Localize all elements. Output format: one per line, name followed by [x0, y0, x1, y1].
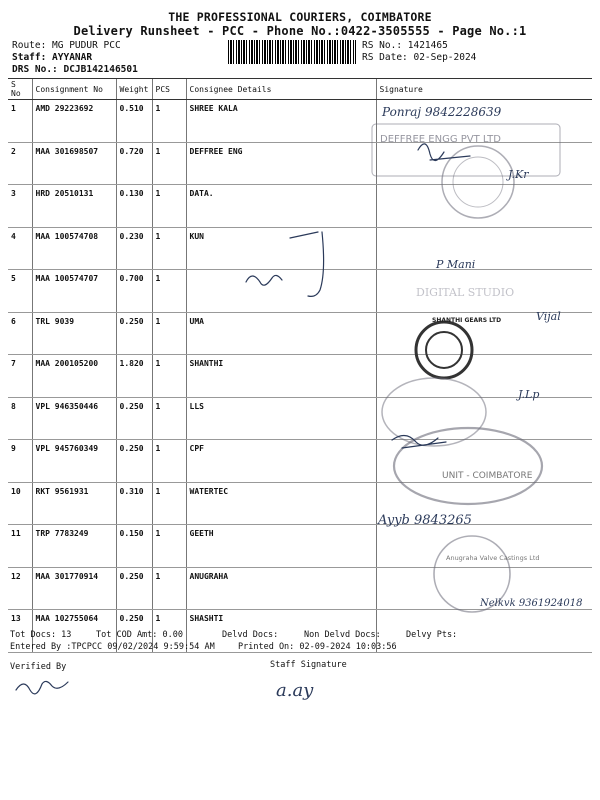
verifier-signature: [16, 681, 68, 693]
company-title: THE PROFESSIONAL COURIERS, COIMBATORE: [168, 10, 432, 24]
table-row: 6 TRL 9039 0.250 1 UMA: [8, 312, 592, 355]
col-signature: Signature: [376, 79, 592, 100]
staff-signature-label: Staff Signature: [270, 660, 347, 670]
signature-row-11: Ayyb 9843265: [378, 513, 472, 528]
signature-cell: [376, 482, 592, 525]
table-row: 11 TRP 7783249 0.150 1 GEETH: [8, 525, 592, 568]
svg-text:UNIT - COIMBATORE: UNIT - COIMBATORE: [442, 471, 533, 481]
signature-cell: [376, 227, 592, 270]
signature-cell: [376, 355, 592, 398]
col-sno: S No: [8, 79, 32, 100]
svg-text:DEFFREE ENGG PVT LTD: DEFFREE ENGG PVT LTD: [380, 134, 501, 145]
signature-row-5: P Mani: [436, 258, 476, 271]
svg-text:SHANTHI GEARS LTD: SHANTHI GEARS LTD: [432, 317, 502, 324]
signature-cell: [376, 397, 592, 440]
table-row: 1 AMD 29223692 0.510 1 SHREE KALA: [8, 100, 592, 143]
signature-cell: [376, 440, 592, 483]
runsheet-subtitle: Delivery Runsheet - PCC - Phone No.:0422-3505555 - Page No.:1: [73, 24, 527, 38]
col-weight: Weight: [116, 79, 152, 100]
table-header: [8, 79, 592, 100]
table-row: 10 RKT 9561931 0.310 1 WATERTEC: [8, 482, 592, 525]
barcode: [228, 40, 356, 64]
verified-by-label: Verified By: [10, 662, 67, 672]
printed-on: Printed On: 02-09-2024 10:03:56: [238, 642, 397, 652]
consignment-table: [8, 78, 592, 653]
studio-stamp: DIGITAL STUDIO: [416, 286, 515, 299]
signature-cell: [376, 100, 592, 143]
delivered-docs: Delvd Docs:: [222, 630, 279, 640]
signature-cell: [376, 142, 592, 185]
signature-cell: [376, 185, 592, 228]
rs-number: RS No.: 1421465: [362, 40, 448, 51]
signature-row-6: Vijal: [536, 310, 561, 323]
col-consignment: Consignment No: [32, 79, 116, 100]
staff: Staff: AYYANAR: [12, 52, 93, 63]
col-pcs: PCS: [152, 79, 186, 100]
signature-row-2: J.Kr: [508, 168, 529, 181]
staff-handwritten-signature: a.ay: [276, 680, 314, 701]
table-row: 2 MAA 301698507 0.720 1 DEFFREE ENG: [8, 142, 592, 185]
col-consignee: Consignee Details: [186, 79, 376, 100]
table-row: 12 MAA 301770914 0.250 1 ANUGRAHA: [8, 567, 592, 610]
total-docs: Tot Docs: 13: [10, 630, 72, 640]
table-row: 4 MAA 100574708 0.230 1 KUN: [8, 227, 592, 270]
rs-date: RS Date: 02-Sep-2024: [362, 52, 477, 63]
signature-row-13: Nelkvk 9361924018: [480, 598, 583, 609]
entered-by: Entered By :TPCPCC 09/02/2024 9:59:54 AM: [10, 642, 215, 652]
signature-row-1: Ponraj 9842228639: [382, 105, 502, 119]
table-row: 5 MAA 100574707 0.700 1: [8, 270, 592, 313]
svg-text:Anugraha Valve Castings Ltd: Anugraha Valve Castings Ltd: [446, 554, 540, 562]
signature-cell: [376, 312, 592, 355]
table-row: 8 VPL 946350446 0.250 1 LLS: [8, 397, 592, 440]
signature-cell: [376, 270, 592, 313]
table-row: 3 HRD 20510131 0.130 1 DATA.: [8, 185, 592, 228]
signature-cell: [376, 567, 592, 610]
table-row: 7 MAA 200105200 1.820 1 SHANTHI: [8, 355, 592, 398]
signature-row-8: J.Lp: [518, 388, 540, 401]
total-cod-amount: Tot COD Amt: 0.00: [96, 630, 183, 640]
drs-number: DRS No.: DCJB142146501: [12, 64, 138, 75]
signature-cell: [376, 525, 592, 568]
route: Route: MG PUDUR PCC: [12, 40, 121, 51]
non-delivered-docs: Non Delvd Docs:: [304, 630, 381, 640]
table-row: 9 VPL 945760349 0.250 1 CPF: [8, 440, 592, 483]
delivery-points: Delvy Pts:: [406, 630, 458, 640]
table-row: 13 MAA 102755064 0.250 1 SHASHTI: [8, 610, 592, 653]
